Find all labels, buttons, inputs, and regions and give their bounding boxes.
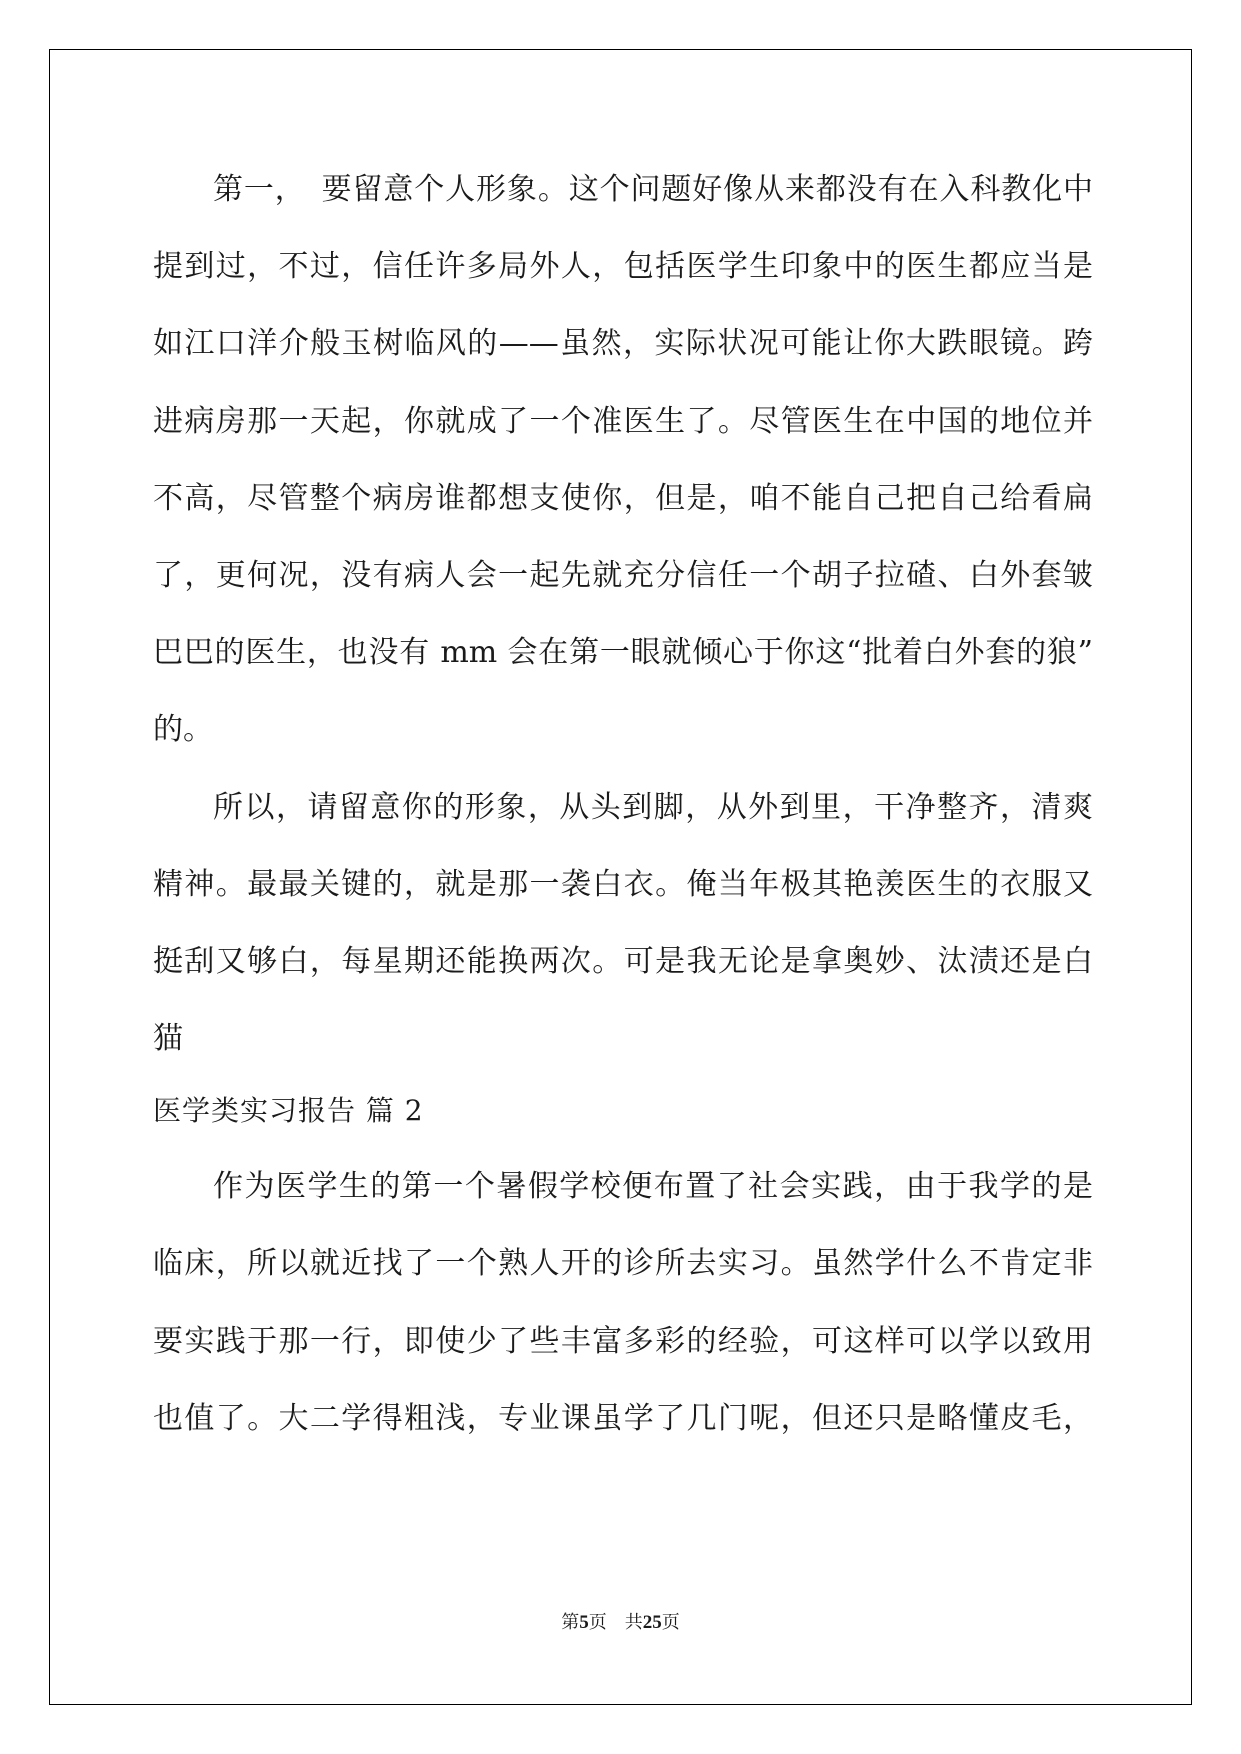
page-footer <box>0 1608 1241 1634</box>
total-suffix: 页 <box>661 1612 680 1633</box>
paragraph-line: 作为医学生的第一个暑假学校便布置了社会实践，由于我学的是 <box>213 1169 1093 1205</box>
paragraph-line: 巴巴的医生，也没有 mm 会在第一眼就倾心于你这“批着白外套的狼” <box>153 635 1093 671</box>
paragraph-line: 精神。最最关键的，就是那一袭白衣。俺当年极其艳羡医生的衣服又 <box>153 866 1093 902</box>
page-suffix: 页 <box>588 1612 607 1633</box>
total-prefix: 共 <box>624 1612 643 1633</box>
page-prefix: 第 <box>561 1612 580 1633</box>
document-body <box>153 151 1093 1457</box>
paragraph-line: 的。 <box>153 712 213 748</box>
section-heading: 医学类实习报告 篇 2 <box>153 1094 424 1128</box>
paragraph-line: 进病房那一天起，你就成了一个准医生了。尽管医生在中国的地位并 <box>153 403 1093 439</box>
paragraph-line: 临床，所以就近找了一个熟人开的诊所去实习。虽然学什么不肯定非 <box>153 1246 1093 1282</box>
paragraph-line: 也值了。大二学得粗浅，专业课虽学了几门呢，但还只是略懂皮毛， <box>153 1400 1093 1436</box>
paragraph-line: 如江口洋介般玉树临风的——虽然，实际状况可能让你大跌眼镜。跨 <box>153 326 1093 362</box>
paragraph-line: 要实践于那一行，即使少了些丰富多彩的经验，可这样可以学以致用 <box>153 1323 1093 1359</box>
page-number: 5 <box>579 1612 589 1633</box>
paragraph-line: 猫 <box>153 1021 183 1057</box>
paragraph-line: 挺刮又够白，每星期还能换两次。可是我无论是拿奥妙、汰渍还是白 <box>153 943 1093 979</box>
paragraph-line: 不高，尽管整个病房谁都想支使你，但是，咱不能自己把自己给看扁 <box>153 480 1093 516</box>
paragraph-line: 提到过，不过，信任许多局外人，包括医学生印象中的医生都应当是 <box>153 249 1093 285</box>
total-pages: 25 <box>642 1612 662 1633</box>
paragraph-line: 所以，请留意你的形象，从头到脚，从外到里，干净整齐，清爽 <box>213 789 1093 825</box>
paragraph-line: 了，更何况，没有病人会一起先就充分信任一个胡子拉碴、白外套皱 <box>153 557 1093 593</box>
paragraph-line: 第一， 要留意个人形象。这个问题好像从来都没有在入科教化中 <box>213 172 1093 207</box>
